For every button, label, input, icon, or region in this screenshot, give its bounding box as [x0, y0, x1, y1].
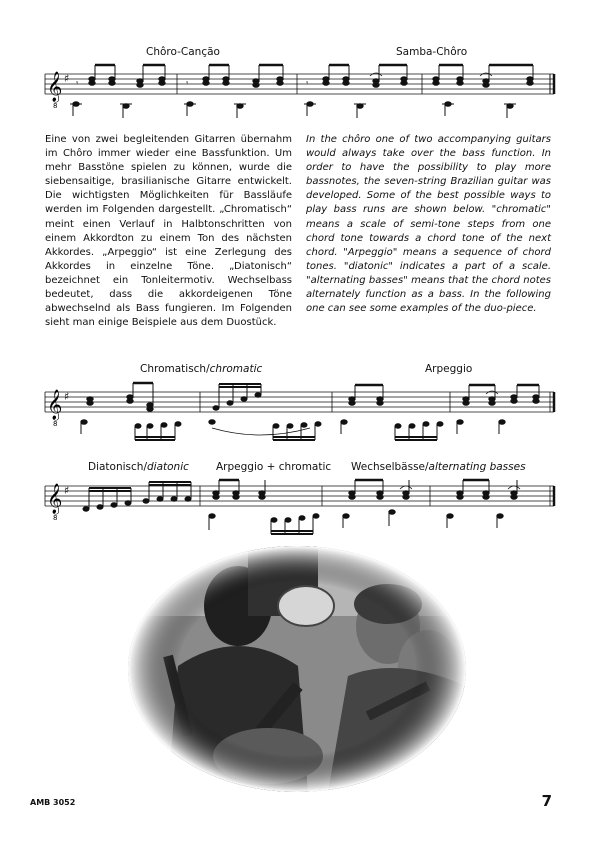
heading-choro-cancao: Chôro-Canção	[146, 46, 220, 58]
heading-diatonic-en: diatonic	[147, 461, 189, 473]
svg-text:𝄞: 𝄞	[47, 390, 63, 420]
svg-text:8: 8	[53, 514, 58, 522]
heading-arpeggio: Arpeggio	[425, 363, 473, 375]
svg-text:𝄾: 𝄾	[306, 79, 309, 89]
treble-clef-icon	[47, 483, 62, 522]
catalog-code: AMB 3052	[30, 798, 76, 807]
page-number: 7	[541, 792, 552, 810]
heading-diatonic-de: Diatonisch/	[88, 461, 147, 473]
svg-text:8: 8	[53, 420, 58, 428]
heading-chromatic	[140, 363, 262, 375]
svg-text:8: 8	[53, 102, 58, 110]
svg-text:𝄞: 𝄞	[47, 72, 63, 102]
staff-row-2	[40, 378, 558, 450]
heading-alternating-basses-de: Wechselbässe/	[351, 461, 429, 473]
heading-alternating-basses-en: alternating basses	[428, 461, 526, 473]
sharp-icon: ♯	[64, 390, 70, 403]
sharp-icon: ♯	[64, 484, 70, 497]
svg-text:𝄞: 𝄞	[47, 484, 63, 514]
treble-clef-icon	[47, 389, 62, 428]
svg-text:𝄾: 𝄾	[186, 79, 189, 89]
heading-diatonic	[88, 461, 189, 473]
staff-row-3	[40, 476, 558, 542]
text-english: In the chôro one of two accompanying guitars would always take over the bass function. In order to have the possibility to play more bassnotes, the seven-string Brazilian guitar was developed. Some of the best possible ways to play bass runs are shown below. "chromatic" means a scale of semi-tone steps from one chord tone towards a chord tone of the next chord. "Arpeggio" means a sequence of chord tones. "diatonic" indicates a part of a scale. "alternating basses" means that the chord notes alternately function as a bass. In the following one can see some examples of the duo-piece.	[306, 134, 551, 315]
heading-chromatic-en: chromatic	[209, 363, 263, 375]
heading-samba-choro: Samba-Chôro	[396, 46, 468, 58]
treble-clef-icon	[47, 71, 62, 110]
heading-alternating-basses	[351, 461, 526, 473]
text-german: Eine von zwei begleitenden Gitarren übernahm im Chôro immer wieder eine Bassfunktion. Um mehr Basstöne spielen zu können, wurde die siebensaitige, brasilianische Gitarre entwickelt. Die wichtigsten Möglichkeiten für Bassläufe werden im Folgenden dargestellt. „Chromatisch“ meint einen Verlauf in Halbtonschritten von einem Akkordton zu einem Ton des nächsten Akkordes. „Arpeggio“ ist eine Zerlegung des Akkordes in einzelne Töne. „Diatonisch“ bezeichnet ein Tonleitermotiv. Wechselbass bedeutet, dass die akkordeigenen Töne abwechselnd als Bass fungieren. Im Folgenden sieht man einige Beispiele aus dem Duostück.	[45, 134, 292, 329]
musicians-photo	[128, 546, 466, 792]
heading-arpeggio-chromatic: Arpeggio + chromatic	[216, 461, 332, 473]
heading-chromatic-de: Chromatisch/	[140, 363, 210, 375]
staff-row-1	[40, 62, 558, 122]
sharp-icon: ♯	[64, 72, 70, 85]
svg-text:𝄾: 𝄾	[76, 79, 79, 89]
